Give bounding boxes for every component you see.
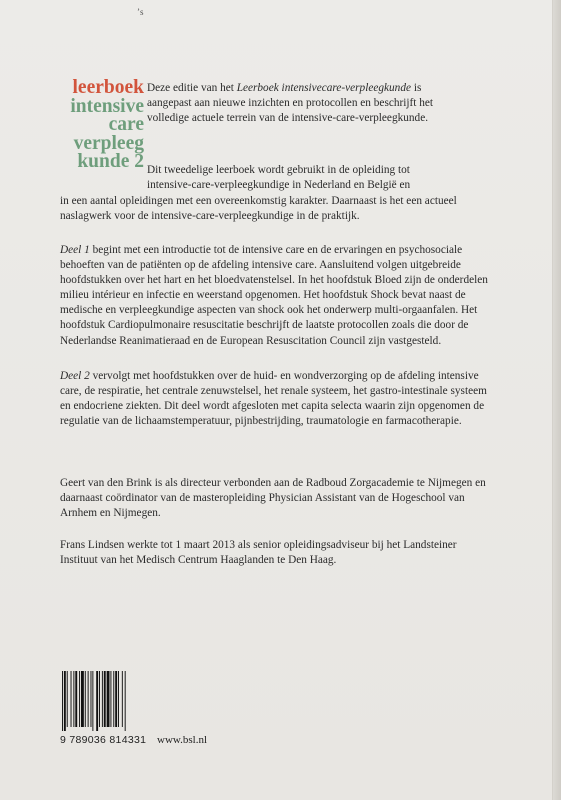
spine-edge [552, 0, 561, 800]
barcode-bar [115, 671, 117, 727]
deel2-paragraph [60, 369, 490, 429]
barcode-bar [107, 671, 110, 727]
barcode-bar [122, 671, 123, 727]
para2-part1: Dit tweedelige leerboek wordt gebruikt in de opleiding tot intensive-care-verpleegkundige in Nederland en België en [147, 164, 411, 192]
paragraph-2b [60, 194, 490, 224]
deel1-text: begint met een introductie tot de intensive care en de ervaringen en psychosociale behoeften van de patiënten op de afdeling intensive care. Aansluitend volgen uitgebreide hoofdstukken over het hart en het bloedvatenstelsel. In het hoofdstuk Bloed zijn de onderdelen milieu intérieur en infectie en weerstand opgenomen. Het hoofdstuk Shock bevat naast de medische en verpleegkundige aspecten van shock ook het onderwerp multi-orgaanfalen. Het hoofdstuk Cardiopulmonaire resuscitatie beschrijft de laatste protocollen zoals die door de Nederlandse Reanimatieraad en de European Resuscitation Council zijn vastgesteld. [60, 244, 488, 347]
title-line-3: care [108, 114, 144, 135]
barcode-bar [91, 671, 92, 727]
deel1-label: Deel 1 [60, 244, 90, 256]
intro-book-title: Leerboek intensivecare-verpleegkunde [236, 82, 411, 94]
barcode-bar [104, 671, 106, 727]
author-bio-2 [60, 538, 490, 568]
barcode-bar [102, 671, 103, 727]
isbn-number: 9 789036 814331 [60, 734, 147, 746]
barcode-bar [67, 671, 68, 727]
intro-rest: is aangepast aan nieuwe inzichten en protocollen en beschrijft het volledige actuele terrein van de intensive-care-verpleegkunde. [147, 82, 434, 125]
barcode-bar [88, 671, 89, 727]
barcode-bar [79, 671, 80, 727]
title-line-1: leerboek [72, 77, 144, 98]
barcode-bar [81, 671, 84, 727]
intro-paragraph [147, 81, 447, 126]
barcode-bar [75, 671, 77, 727]
barcode-bar [85, 671, 86, 727]
barcode-bar [71, 671, 72, 727]
title-line-4: verpleeg [73, 132, 144, 154]
title-line-5: kunde 2 [77, 151, 144, 172]
barcode-bar [96, 671, 98, 731]
deel1-paragraph [60, 243, 490, 349]
barcode-bar [110, 671, 111, 727]
deel2-text: vervolgt met hoofdstukken over de huid- en wondverzorging op de afdeling intensive care, de respiratie, het centrale zenuwstelsel, het renale systeem, het gastro-intestinale systeem en endocriene ziekten. Dit deel wordt afgesloten met capita selecta waarin zijn opgenomen de regulatie van de lichaamstemperatuur, pijnbestrijding, traumatologie en farmacotherapie. [60, 370, 487, 428]
barcode-bar [99, 671, 100, 727]
barcode-bar [62, 671, 63, 731]
top-mark: ʼs [137, 7, 144, 17]
paragraph-2a [147, 163, 447, 193]
publisher-url: www.bsl.nl [157, 734, 208, 746]
para2-part2: in een aantal opleidingen met een overeenkomstig karakter. Daarnaast is het een actueel naslagwerk voor de intensive-care-verpleegkundige in de praktijk. [60, 195, 457, 223]
book-title [60, 79, 144, 172]
author-bio-1 [60, 476, 490, 521]
deel2-label: Deel 2 [60, 370, 90, 382]
barcode-bar [118, 671, 119, 727]
barcode-bar [125, 671, 126, 731]
barcode-bar [64, 671, 66, 731]
barcode-bar [73, 671, 74, 727]
barcode-bar [113, 671, 114, 727]
bio-text-2: Frans Lindsen werkte tot 1 maart 2013 als senior opleidingsadviseur bij het Landsteiner Instituut van het Medisch Centrum Haaglanden te Den Haag. [60, 539, 457, 567]
title-line-2: intensive [70, 95, 144, 117]
intro-lead: Deze editie van het [147, 82, 237, 94]
barcode-bar [92, 671, 93, 731]
barcode-bars [60, 671, 150, 731]
barcode [60, 671, 150, 731]
bio-text-1: Geert van den Brink is als directeur verbonden aan de Radboud Zorgacademie te Nijmegen en daarnaast coördinator van de masteropleiding Physician Assistant van de Hogeschool van Arnhem en Nijmegen. [60, 477, 486, 520]
